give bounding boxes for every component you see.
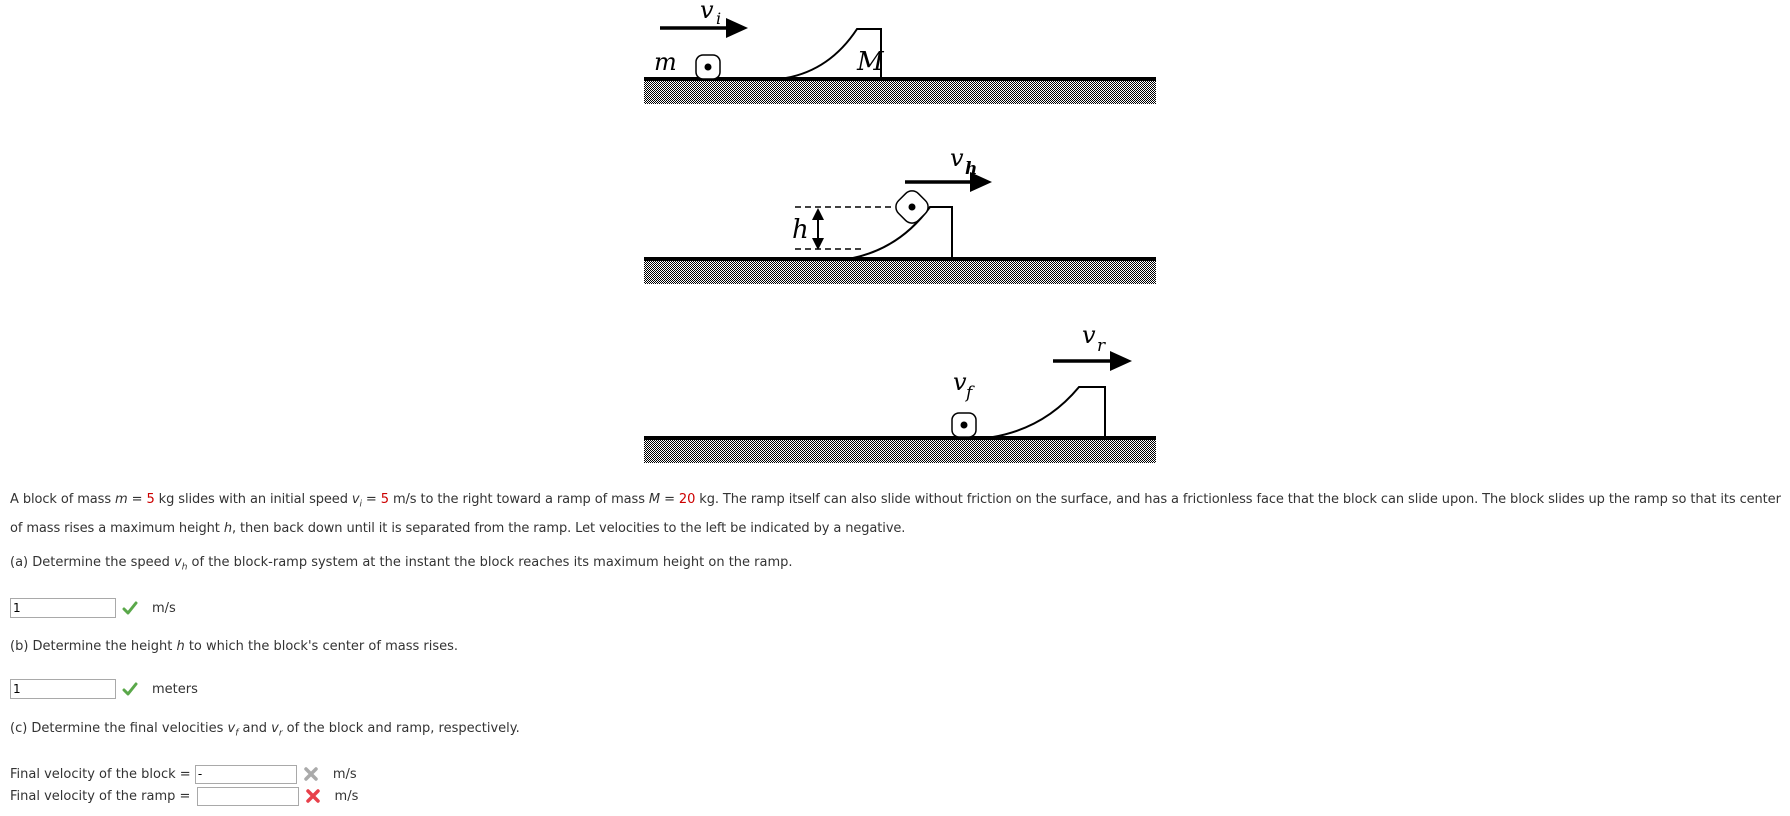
text: kg. The ramp itself can also slide without friction on the surface, and has a frictionless face that the block can slide upon. The block slides up the ramp so that its center of mass rises a maximum height <box>10 492 1781 536</box>
block-icon <box>696 55 720 79</box>
checkmark-icon <box>122 600 138 616</box>
block-icon <box>892 187 932 227</box>
diagram-final <box>644 321 1156 463</box>
ground-line <box>644 257 1156 261</box>
ground-line <box>644 77 1156 81</box>
text: of the block and ramp, respectively. <box>282 721 520 736</box>
diagram-initial <box>644 0 1156 104</box>
ramp-shape <box>993 387 1105 437</box>
symbol: v <box>271 721 279 736</box>
answer-row-ramp-velocity <box>10 786 358 806</box>
ground-line <box>644 436 1156 440</box>
text: to which the block's center of mass rises. <box>184 639 459 654</box>
height-label: h <box>792 215 809 245</box>
ramp-velocity-input[interactable] <box>197 787 299 806</box>
question-a <box>10 555 793 573</box>
block-velocity-input[interactable] <box>195 765 297 784</box>
unit-label: meters <box>152 681 198 697</box>
svg-text:i: i <box>716 9 722 28</box>
answer-row-b <box>10 678 198 700</box>
subscript: i <box>359 499 362 510</box>
ramp-mass-value: 20 <box>678 492 696 507</box>
mass-symbol: m <box>115 492 128 507</box>
problem-statement <box>10 488 1785 541</box>
text: A block of mass <box>10 492 116 507</box>
unit-label: m/s <box>152 600 176 616</box>
diagram-max-height <box>644 144 1156 284</box>
text: kg slides with an initial speed <box>154 492 352 507</box>
unit-label: m/s <box>334 788 359 804</box>
height-symbol: h <box>223 520 232 536</box>
x-mark-red-icon <box>305 788 321 804</box>
ground-surface <box>644 261 1156 284</box>
block-final-velocity-label: v <box>953 368 967 396</box>
initial-speed-value: 5 <box>380 492 389 507</box>
text: m/s to the right toward a ramp of mass <box>388 492 649 507</box>
answer-row-a <box>10 597 176 619</box>
svg-text:f: f <box>966 383 973 403</box>
ramp-mass-symbol: M <box>648 492 661 507</box>
subscript: h <box>181 562 188 573</box>
question-b <box>10 639 458 654</box>
ramp-mass-label: M <box>857 47 884 77</box>
mass-value: 5 <box>146 492 155 507</box>
block-mass-label: m <box>654 48 677 76</box>
text: (c) Determine the final velocities <box>10 721 228 736</box>
text: , then back down until it is separated from the ramp. Let velocities to the left be indicated by a negative. <box>231 520 906 536</box>
unit-label: m/s <box>332 766 357 782</box>
text: = <box>660 492 679 507</box>
max-height-velocity-label: v <box>950 144 964 172</box>
checkmark-icon <box>122 681 138 697</box>
initial-speed-symbol: v <box>351 492 360 507</box>
block-velocity-label: Final velocity of the block = <box>10 766 195 782</box>
text: (b) Determine the height <box>10 639 177 654</box>
text: and <box>238 721 272 736</box>
ground-surface <box>644 81 1156 104</box>
symbol: v <box>227 721 236 736</box>
svg-text:h: h <box>965 159 978 179</box>
svg-text:r: r <box>1097 336 1106 356</box>
answer-input-b[interactable] <box>10 679 116 699</box>
ramp-velocity-label: Final velocity of the ramp = <box>10 788 195 804</box>
text: = <box>127 492 147 507</box>
subscript: r <box>278 728 283 739</box>
block-icon <box>952 413 976 437</box>
ground-surface <box>644 440 1156 463</box>
text: of the block-ramp system at the instant the block reaches its maximum height on the ramp. <box>187 555 793 570</box>
text: = <box>361 492 381 507</box>
initial-velocity-label: v <box>700 0 714 24</box>
ramp-final-velocity-label: v <box>1082 321 1096 349</box>
question-c <box>10 721 520 739</box>
symbol: v <box>173 555 182 570</box>
x-mark-grey-icon <box>303 766 319 782</box>
symbol: h <box>176 639 185 654</box>
text: (a) Determine the speed <box>10 555 174 570</box>
answer-row-block-velocity <box>10 764 357 784</box>
subscript: f <box>235 728 239 739</box>
answer-input-a[interactable] <box>10 598 116 618</box>
